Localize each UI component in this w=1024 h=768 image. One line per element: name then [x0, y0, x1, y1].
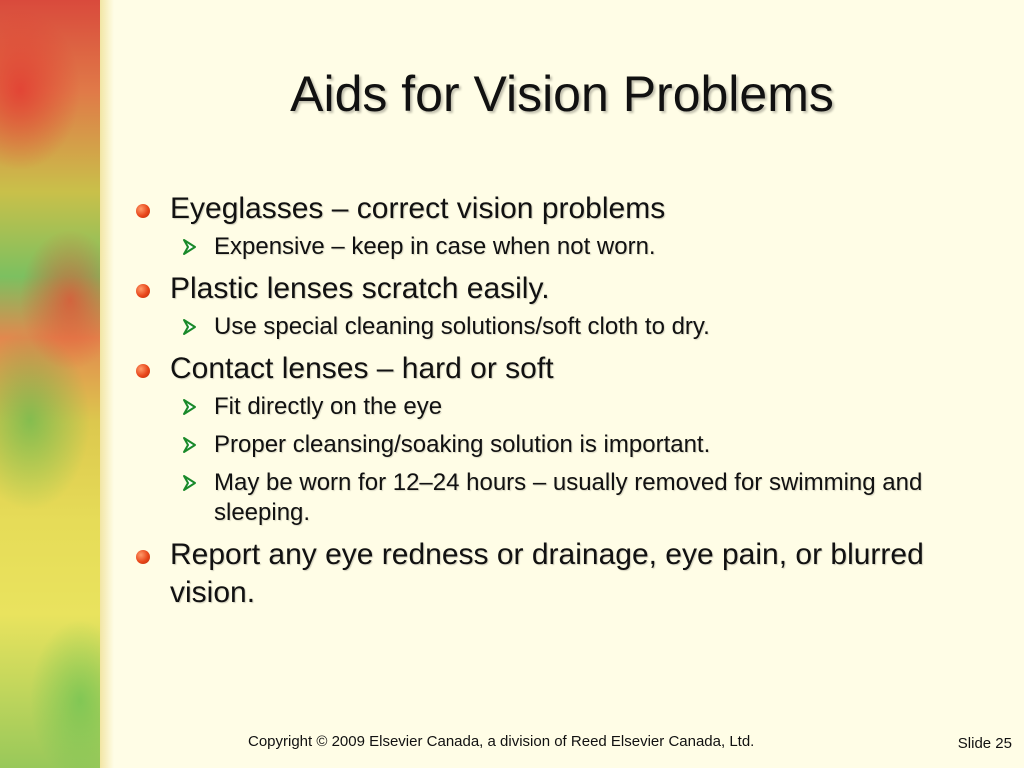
arrow-bullet-icon [182, 318, 198, 336]
bullet-dot-icon [136, 204, 150, 218]
arrow-bullet-icon [182, 436, 198, 454]
bullet-item [132, 536, 952, 612]
sub-bullet-item [182, 430, 952, 460]
bullet-dot-icon [136, 364, 150, 378]
footer-copyright: Copyright © 2009 Elsevier Canada, a division of Reed Elsevier Canada, Ltd. [248, 733, 755, 750]
sub-bullet-item [182, 392, 952, 422]
bullet-item [132, 190, 952, 228]
sub-bullet-text: Expensive – keep in case when not worn. [214, 233, 656, 260]
sub-bullet-item [182, 312, 952, 342]
arrow-bullet-icon [182, 398, 198, 416]
bullet-item [132, 350, 952, 388]
decorative-side-strip [0, 0, 100, 768]
sub-bullet-item [182, 468, 952, 528]
slide-title: Aids for Vision Problems [290, 66, 834, 122]
bullet-dot-icon [136, 550, 150, 564]
arrow-bullet-icon [182, 238, 198, 256]
bullet-text: Report any eye redness or drainage, eye pain, or blurred vision. [170, 538, 924, 609]
sub-bullet-item [182, 232, 952, 262]
sub-bullet-text: May be worn for 12–24 hours – usually removed for swimming and sleeping. [214, 469, 923, 526]
arrow-bullet-icon [182, 474, 198, 492]
sub-bullet-text: Fit directly on the eye [214, 393, 443, 420]
bullet-item [132, 270, 952, 308]
bullet-dot-icon [136, 284, 150, 298]
sub-bullet-text: Proper cleansing/soaking solution is important. [214, 431, 711, 458]
bullet-text: Plastic lenses scratch easily. [170, 272, 550, 305]
slide-number: Slide 25 [957, 735, 1012, 752]
bullet-text: Contact lenses – hard or soft [170, 352, 554, 385]
sub-bullet-text: Use special cleaning solutions/soft cloth to dry. [214, 313, 710, 340]
slide-content [132, 190, 952, 616]
bullet-text: Eyeglasses – correct vision problems [170, 192, 666, 225]
